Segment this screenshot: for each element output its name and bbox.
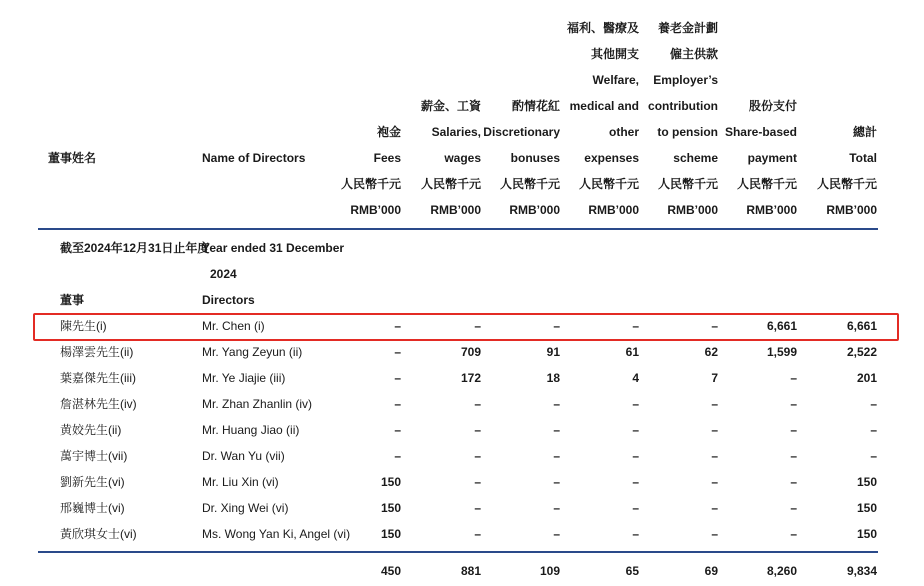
col-header-en-bonus: bonuses [510,151,560,165]
col-unit-en-welfare: RMB’000 [588,203,639,217]
col-header-en-bonus: Discretionary [483,125,560,139]
director-name-en: Mr. Yang Zeyun (ii) [202,345,303,359]
cell-welfare: – [632,475,639,489]
col-unit-en-salaries: RMB’000 [430,203,481,217]
cell-pension: – [711,475,718,489]
cell-total: 201 [856,371,877,385]
cell-pension: – [711,397,718,411]
cell-salaries: – [474,397,481,411]
cell-pension: – [711,501,718,515]
director-name-en: Mr. Ye Jiajie (iii) [202,371,286,385]
col-unit-cn-pension: 人民幣千元 [657,177,718,191]
cell-salaries: – [474,319,481,333]
director-name-cn: 黃欣琪女士(vi) [60,527,137,541]
cell-pension: – [711,449,718,463]
cell-fees: – [394,397,401,411]
cell-welfare: 4 [632,371,639,385]
col-unit-en-bonus: RMB’000 [509,203,560,217]
cell-bonus: 18 [546,371,560,385]
cell-total: 150 [856,475,877,489]
cell-share: – [790,501,797,515]
director-name-cn: 詹湛林先生(iv) [60,397,137,411]
col-header-en-salaries: wages [444,151,481,165]
cell-fees: 150 [380,527,401,541]
director-name-en: Dr. Xing Wei (vi) [202,501,289,515]
col-header-en-welfare: other [609,125,639,139]
cell-fees: – [394,423,401,437]
col-header-en-share: Share-based [724,125,797,139]
director-name-cn: 楊澤雲先生(ii) [60,345,134,359]
cell-salaries: – [474,423,481,437]
cell-share: – [790,397,797,411]
cell-bonus: – [553,397,560,411]
total-share: 8,260 [766,564,797,578]
total-salaries: 881 [460,564,481,578]
col-header-cn-bonus: 酌情花紅 [511,99,560,113]
cell-salaries: 709 [460,345,481,359]
director-name-en: Mr. Zhan Zhanlin (iv) [202,397,313,411]
col-header-cn-share: 股份支付 [748,99,797,113]
cell-share: – [790,475,797,489]
cell-salaries: – [474,501,481,515]
col-header-cn-fees: 袍金 [376,125,401,139]
cell-total: 150 [856,501,877,515]
name-header-en: Name of Directors [202,151,306,165]
col-unit-en-pension: RMB’000 [667,203,718,217]
director-name-cn: 劉新先生(vi) [60,475,125,489]
cell-total: – [870,397,877,411]
cell-fees: 150 [380,475,401,489]
col-header-en-salaries: Salaries, [431,125,481,139]
cell-salaries: 172 [460,371,481,385]
total-pension: 69 [704,564,718,578]
total-bonus: 109 [539,564,560,578]
cell-share: – [790,449,797,463]
total-fees: 450 [380,564,401,578]
cell-share: 1,599 [766,345,797,359]
cell-total: 150 [856,527,877,541]
period-en-line2: 2024 [210,267,237,281]
col-header-en-welfare: medical and [569,99,639,113]
director-name-en: Dr. Wan Yu (vii) [202,449,285,463]
col-unit-cn-salaries: 人民幣千元 [420,177,481,191]
totals-rule [38,551,878,553]
cell-share: – [790,371,797,385]
cell-salaries: – [474,527,481,541]
col-unit-en-total: RMB’000 [826,203,877,217]
director-name-cn: 陳先生(i) [60,319,107,333]
header-rule [38,228,878,230]
col-header-cn-welfare: 其他開支 [590,47,639,61]
col-header-en-pension: Employer’s [653,73,718,87]
cell-share: – [790,423,797,437]
col-header-en-fees: Fees [373,151,401,165]
cell-bonus: – [553,527,560,541]
col-header-en-pension: contribution [648,99,718,113]
cell-welfare: – [632,449,639,463]
col-header-en-pension: scheme [673,151,718,165]
period-cn: 截至2024年12月31日止年度 [60,241,210,255]
section-en: Directors [202,293,255,307]
col-unit-cn-total: 人民幣千元 [816,177,877,191]
cell-share: – [790,527,797,541]
cell-pension: 7 [711,371,718,385]
col-unit-en-share: RMB’000 [746,203,797,217]
cell-welfare: – [632,423,639,437]
col-header-cn-total: 總計 [852,125,877,139]
cell-pension: 62 [704,345,718,359]
cell-bonus: – [553,501,560,515]
cell-fees: – [394,319,401,333]
cell-welfare: – [632,397,639,411]
director-name-en: Ms. Wong Yan Ki, Angel (vi) [202,527,351,541]
director-name-en: Mr. Chen (i) [202,319,265,333]
cell-pension: – [711,319,718,333]
cell-bonus: – [553,423,560,437]
director-name-cn: 葉嘉傑先生(iii) [60,371,136,385]
col-header-cn-pension: 僱主供款 [669,47,718,61]
cell-welfare: – [632,501,639,515]
col-header-en-welfare: expenses [584,151,639,165]
director-name-cn: 萬宇博士(vii) [60,449,128,463]
col-unit-en-fees: RMB’000 [350,203,401,217]
cell-welfare: 61 [625,345,639,359]
col-header-cn-pension: 養老金計劃 [657,21,718,35]
total-total: 9,834 [846,564,877,578]
director-name-cn: 邢巍博士(vi) [60,501,125,515]
col-header-en-total: Total [849,151,877,165]
cell-total: 6,661 [846,319,877,333]
col-header-en-welfare: Welfare, [592,73,639,87]
cell-fees: – [394,371,401,385]
cell-welfare: – [632,319,639,333]
cell-fees: – [394,345,401,359]
period-en-line1: Year ended 31 December [202,241,345,255]
cell-pension: – [711,527,718,541]
col-header-cn-welfare: 福利、醫療及 [566,21,639,35]
cell-fees: 150 [380,501,401,515]
cell-total: 2,522 [846,345,877,359]
director-name-en: Mr. Huang Jiao (ii) [202,423,300,437]
name-header-cn: 董事姓名 [48,151,97,165]
cell-bonus: 91 [546,345,560,359]
col-unit-cn-fees: 人民幣千元 [340,177,401,191]
cell-total: – [870,449,877,463]
col-unit-cn-bonus: 人民幣千元 [499,177,560,191]
section-cn: 董事 [60,293,85,307]
cell-bonus: – [553,449,560,463]
cell-share: 6,661 [766,319,797,333]
cell-salaries: – [474,475,481,489]
col-header-en-pension: to pension [657,125,718,139]
cell-pension: – [711,423,718,437]
cell-bonus: – [553,319,560,333]
highlight-box [33,313,899,341]
total-welfare: 65 [625,564,639,578]
col-unit-cn-share: 人民幣千元 [736,177,797,191]
col-unit-cn-welfare: 人民幣千元 [578,177,639,191]
cell-welfare: – [632,527,639,541]
cell-fees: – [394,449,401,463]
col-header-en-share: payment [747,151,797,165]
cell-total: – [870,423,877,437]
director-name-cn: 黄姣先生(ii) [60,423,122,437]
cell-salaries: – [474,449,481,463]
col-header-cn-salaries: 薪金、工資 [420,99,481,113]
director-name-en: Mr. Liu Xin (vi) [202,475,279,489]
cell-bonus: – [553,475,560,489]
